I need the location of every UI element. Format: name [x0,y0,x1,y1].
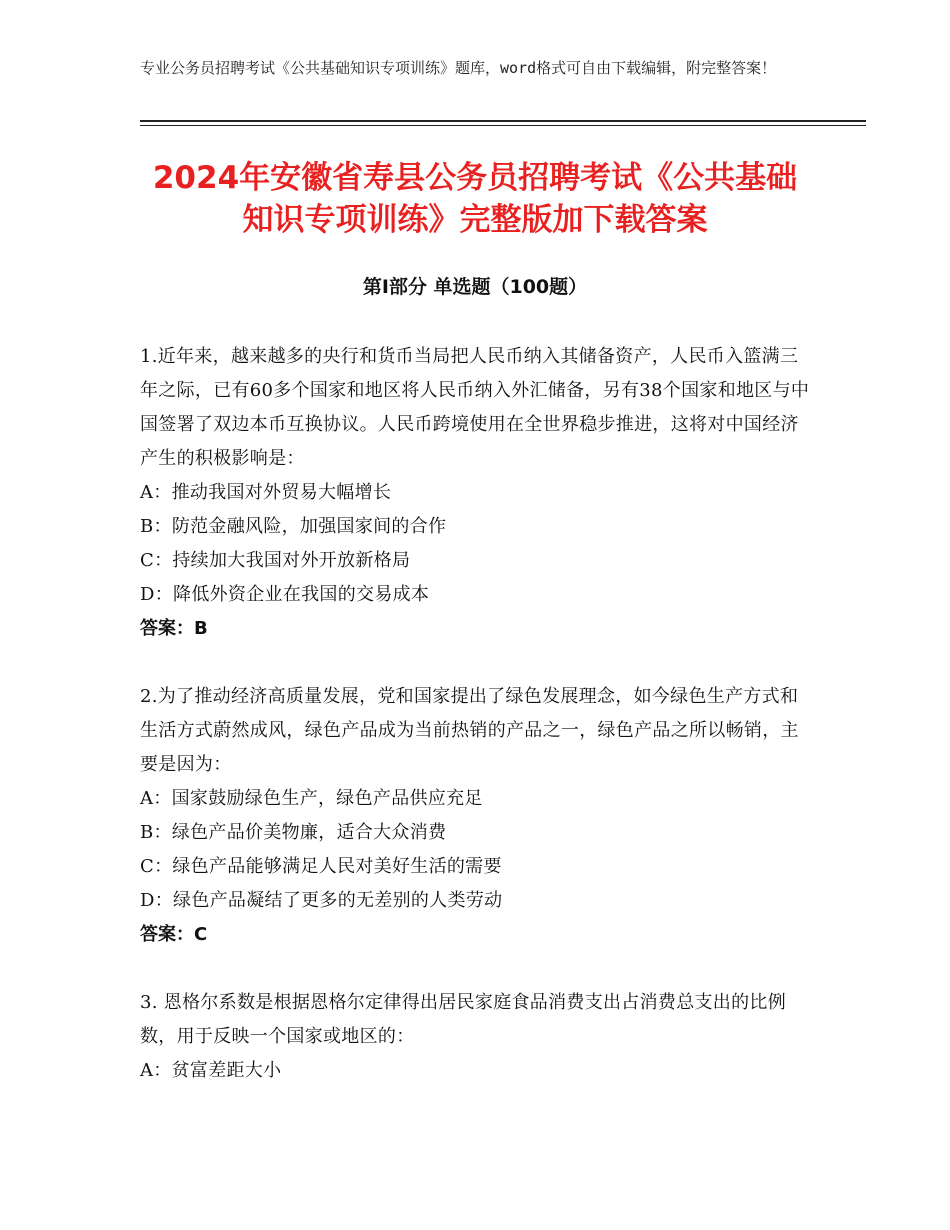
answer: 答案：B [140,618,208,639]
option-c: C：绿色产品能够满足人民对美好生活的需要 [140,856,502,877]
question-list [140,340,810,1122]
header-rule-thin [140,125,866,126]
option-a: A：贫富差距大小 [140,1060,282,1081]
header-note: 专业公务员招聘考试《公共基础知识专项训练》题库，word格式可自由下载编辑，附完整答案！ [140,59,777,77]
question-stem: 3. 恩格尔系数是根据恩格尔定律得出居民家庭食品消费支出占消费总支出的比例数，用于反映一个国家或地区的： [140,992,786,1047]
option-d: D：绿色产品凝结了更多的无差别的人类劳动 [140,890,503,911]
question-stem: 1.近年来，越来越多的央行和货币当局把人民币纳入其储备资产，人民币入篮满三年之际，已有60多个国家和地区将人民币纳入外汇储备，另有38个国家和地区与中国签署了双边本币互换协议。人民币跨境使用在全世界稳步推进，这将对中国经济产生的积极影响是： [140,346,810,469]
question-2 [140,680,810,952]
document-title: 2024年安徽省寿县公务员招聘考试《公共基础知识专项训练》完整版加下载答案 [152,160,798,238]
option-d: D：降低外资企业在我国的交易成本 [140,584,430,605]
answer: 答案：C [140,924,208,945]
question-stem: 2.为了推动经济高质量发展，党和国家提出了绿色发展理念，如今绿色生产方式和生活方式蔚然成风，绿色产品成为当前热销的产品之一，绿色产品之所以畅销，主要是因为： [140,686,799,775]
option-a: A：推动我国对外贸易大幅增长 [140,482,392,503]
option-c: C：持续加大我国对外开放新格局 [140,550,411,571]
header-rule-thick [140,120,866,122]
option-b: B：防范金融风险，加强国家间的合作 [140,516,447,537]
section-heading: 第Ⅰ部分 单选题（100题） [362,276,588,298]
question-1 [140,340,810,646]
option-b: B：绿色产品价美物廉，适合大众消费 [140,822,447,843]
option-a: A：国家鼓励绿色生产，绿色产品供应充足 [140,788,483,809]
question-3 [140,986,810,1088]
